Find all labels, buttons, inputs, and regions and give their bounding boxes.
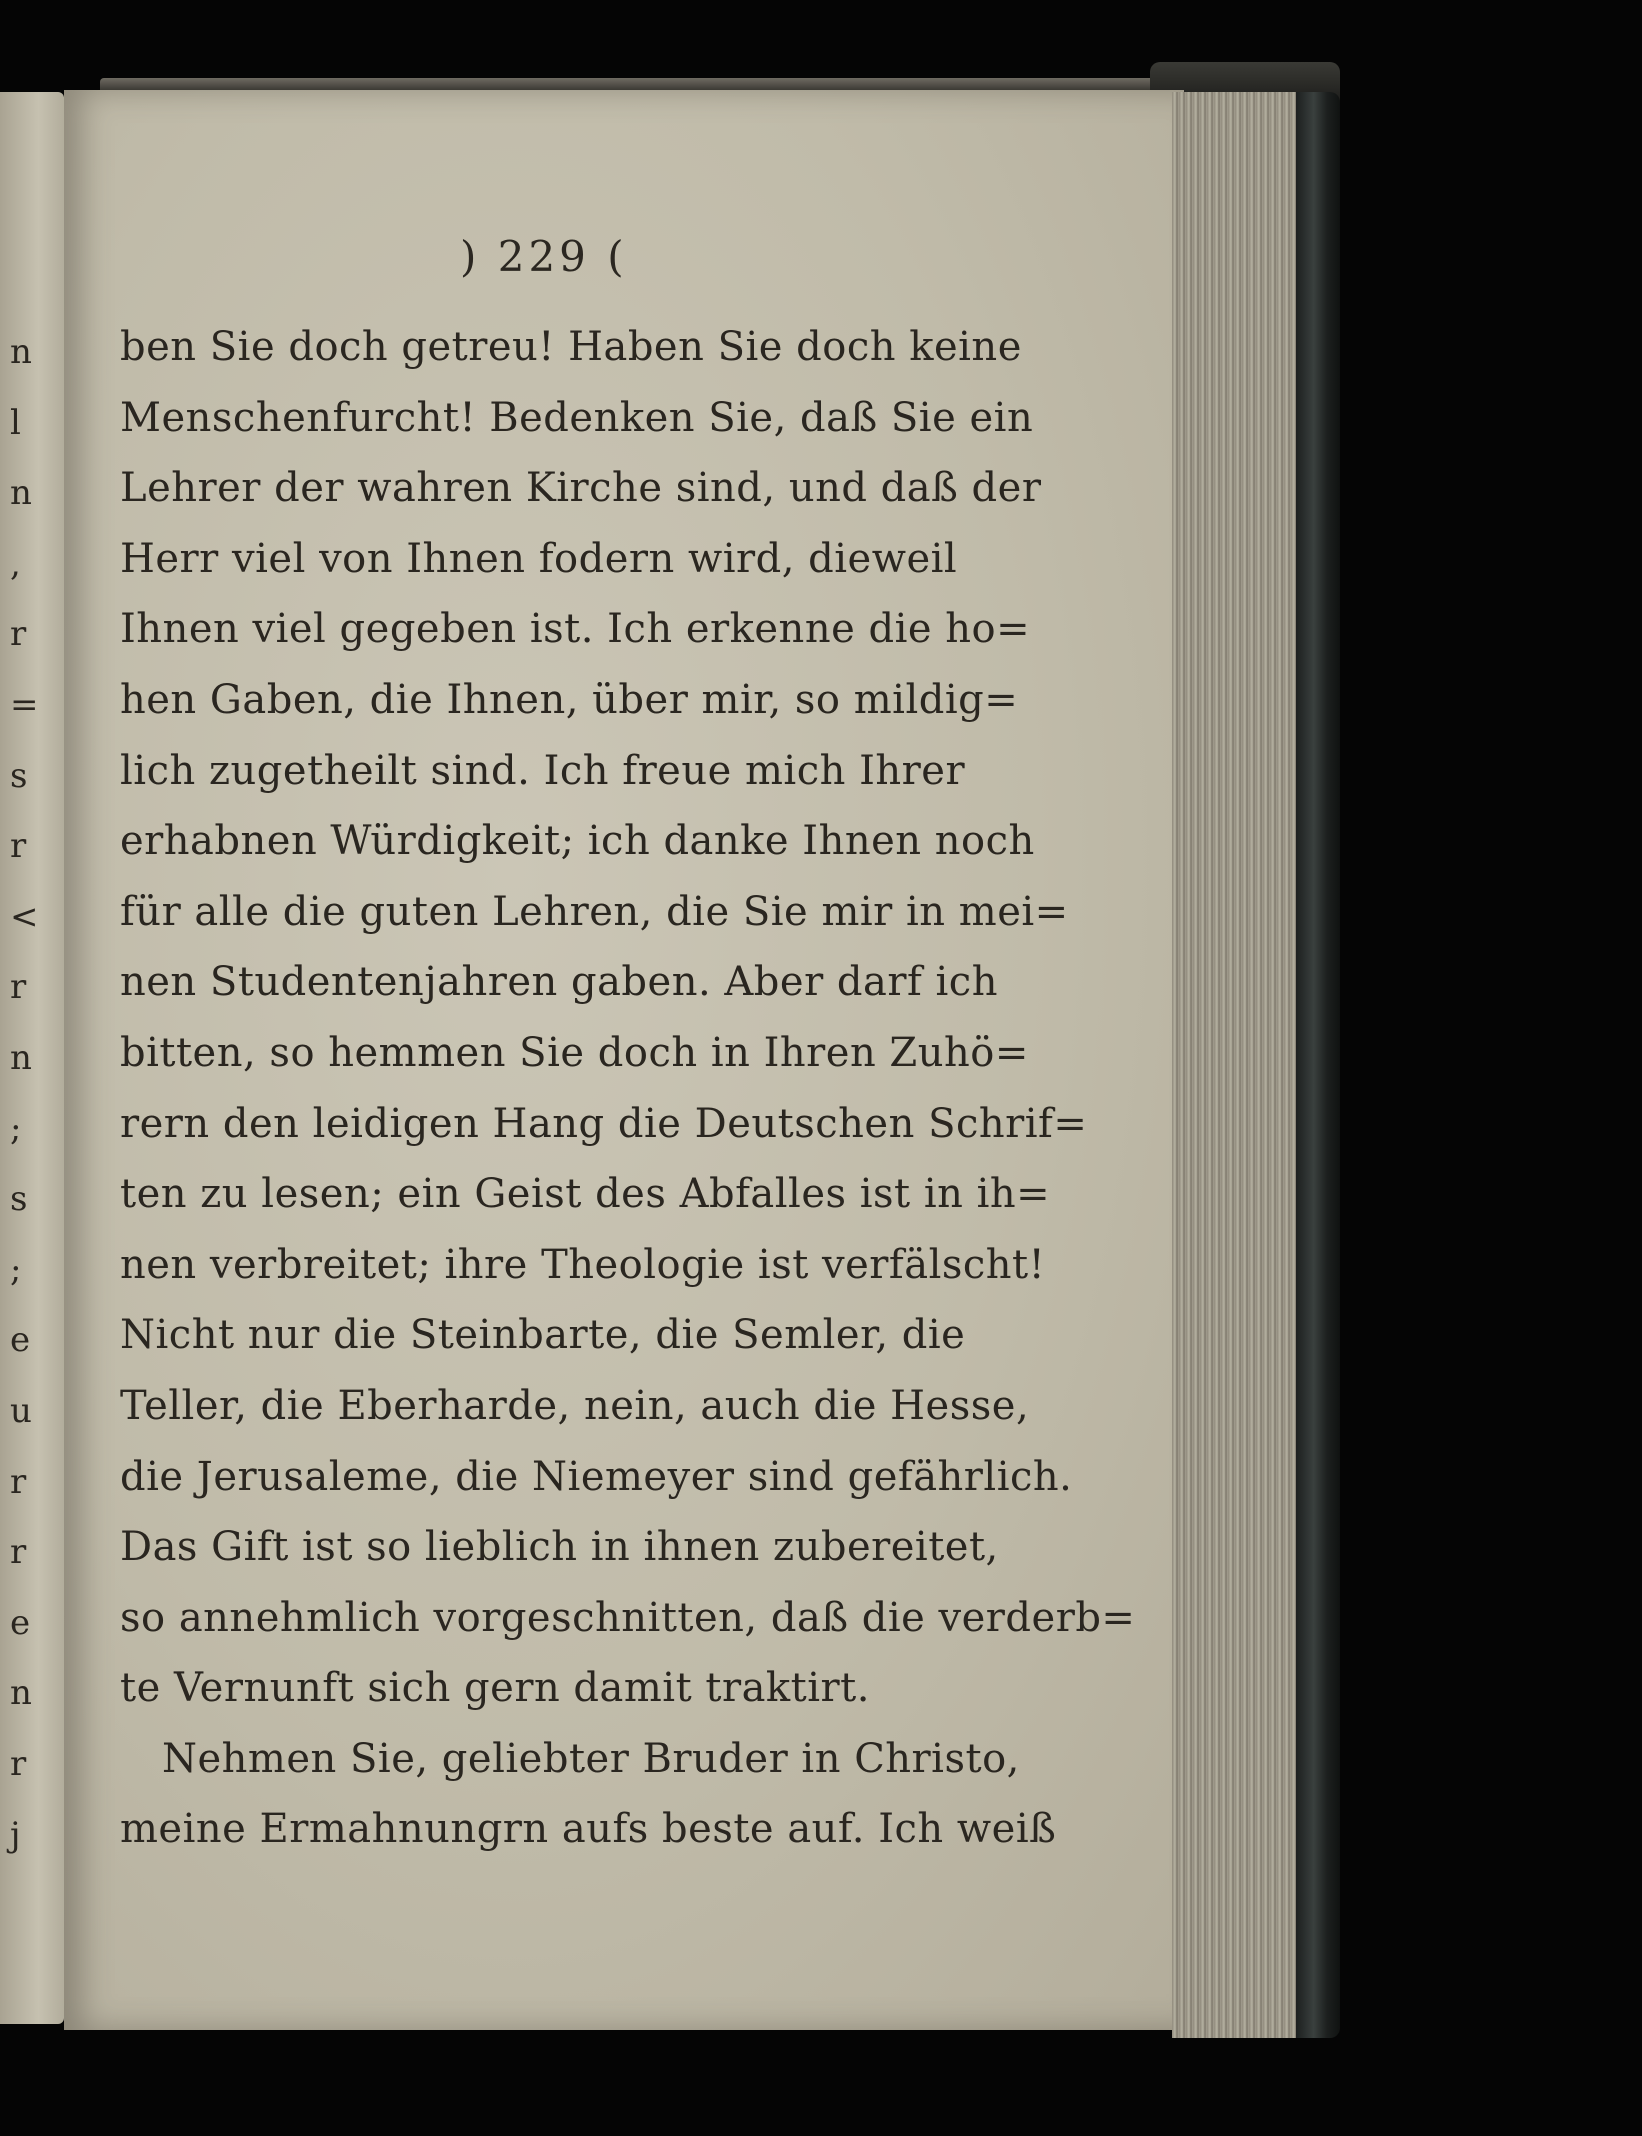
- page-number: ) 229 (: [460, 232, 628, 281]
- previous-page-glyph: <: [10, 896, 39, 937]
- text-line: ben Sie doch getreu! Haben Sie doch keine: [120, 324, 1022, 370]
- text-line: Herr viel von Ihnen fodern wird, dieweil: [120, 535, 958, 582]
- previous-page-glyph: =: [10, 685, 39, 725]
- text-line: lich zugetheilt sind. Ich freue mich Ihrer: [120, 747, 966, 794]
- text-line: so annehmlich vorgeschnitten, daß die verderb=: [120, 1594, 1136, 1641]
- text-line: Menschenfurcht! Bedenken Sie, daß Sie ein: [120, 394, 1034, 441]
- previous-page-glyph: j: [10, 1814, 21, 1855]
- previous-page-edge: [0, 92, 64, 2024]
- text-line: Teller, die Eberharde, nein, auch die Hesse,: [120, 1382, 1030, 1429]
- text-line: Lehrer der wahren Kirche sind, und daß der: [120, 465, 1042, 512]
- text-line: ten zu lesen; ein Geist des Abfalles ist in ih=: [120, 1171, 1051, 1218]
- text-line: Das Gift ist so lieblich in ihnen zubereitet,: [120, 1524, 999, 1571]
- text-line: Nicht nur die Steinbarte, die Semler, die: [120, 1312, 966, 1359]
- text-line: die Jerusaleme, die Niemeyer sind gefährlich.: [120, 1453, 1073, 1500]
- page-stack-edges: [1172, 92, 1302, 2038]
- previous-page-glyph: s: [10, 755, 28, 796]
- previous-page-glyph: r: [10, 614, 27, 655]
- body-text: [120, 312, 1136, 1865]
- text-line: te Vernunft sich gern damit traktirt.: [120, 1665, 870, 1712]
- text-line: für alle die guten Lehren, die Sie mir in mei=: [120, 888, 1069, 935]
- text-line: nen Studentenjahren gaben. Aber darf ich: [120, 959, 998, 1006]
- previous-page-glyph: n: [10, 473, 32, 514]
- text-line: nen verbreitet; ihre Theologie ist verfälscht!: [120, 1241, 1046, 1288]
- text-line: hen Gaben, die Ihnen, über mir, so mildig=: [120, 676, 1019, 723]
- previous-page-glyph: r: [10, 1461, 27, 1502]
- text-line: rern den leidigen Hang die Deutschen Schrif=: [120, 1100, 1088, 1147]
- previous-page-glyph: u: [10, 1391, 32, 1431]
- text-line: bitten, so hemmen Sie doch in Ihren Zuhö=: [120, 1029, 1029, 1076]
- previous-page-glyph: r: [10, 967, 27, 1008]
- previous-page-glyph: n: [10, 332, 32, 372]
- previous-page-glyph: l: [10, 402, 21, 443]
- previous-page-glyph: ;: [10, 1108, 22, 1149]
- text-line: Ihnen viel gegeben ist. Ich erkenne die ho=: [120, 606, 1031, 653]
- previous-page-glyph: e: [10, 1602, 31, 1643]
- text-line: meine Ermahnungrn aufs beste auf. Ich weiß: [120, 1806, 1057, 1853]
- text-line: Nehmen Sie, geliebter Bruder in Christo,: [162, 1735, 1020, 1782]
- previous-page-glyph: n: [10, 1038, 32, 1078]
- previous-page-glyph: r: [10, 1744, 27, 1784]
- previous-page-glyph: ,: [10, 543, 21, 584]
- book-cover-spine: [1296, 92, 1340, 2038]
- previous-page-glyph: e: [10, 1320, 31, 1361]
- previous-page-glyph: r: [10, 1532, 27, 1573]
- previous-page-glyph: r: [10, 826, 27, 867]
- previous-page-glyph: n: [10, 1673, 32, 1714]
- previous-page-glyph: ;: [10, 1249, 22, 1290]
- text-line: erhabnen Würdigkeit; ich danke Ihnen noch: [120, 818, 1035, 865]
- previous-page-glyph: s: [10, 1179, 28, 1220]
